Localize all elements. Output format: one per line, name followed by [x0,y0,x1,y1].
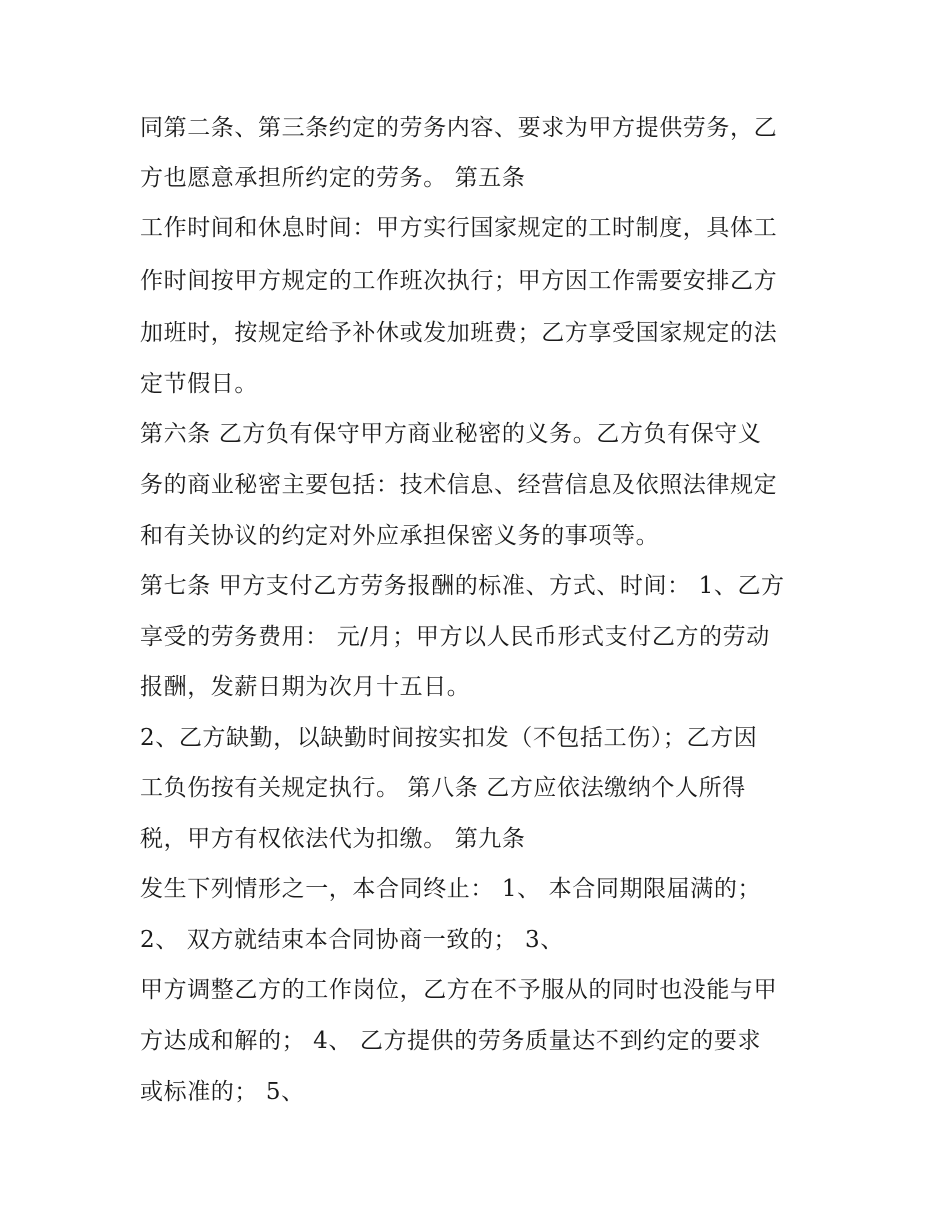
text-line: 工负伤按有关规定执行。 第八条 乙方应依法缴纳个人所得 [140,775,746,801]
text-line: 2、乙方缺勤，以缺勤时间按实扣发（不包括工伤）；乙方因 [140,725,758,751]
text-line: 加班时，按规定给予补休或发加班费；乙方享受国家规定的法 [140,320,778,346]
text-line: 第七条 甲方支付乙方劳务报酬的标准、方式、时间： 1、乙方 [140,573,785,599]
text-line: 报酬，发薪日期为次月十五日。 [140,674,471,700]
text-line: 甲方调整乙方的工作岗位，乙方在不予服从的同时也没能与甲 [140,977,778,1003]
text-line: 或标准的； 5、 [140,1079,305,1105]
text-line: 享受的劳务费用： 元/月；甲方以人民币形式支付乙方的劳动 [140,624,770,650]
text-line: 工作时间和休息时间：甲方实行国家规定的工时制度，具体工 [140,215,778,241]
text-line: 方达成和解的； 4、 乙方提供的劳务质量达不到约定的要求 [140,1028,762,1054]
text-line: 方也愿意承担所约定的劳务。 第五条 [140,165,526,191]
text-line: 2、 双方就结束本合同协商一致的； 3、 [140,927,564,953]
text-line: 第六条 乙方负有保守甲方商业秘密的义务。乙方负有保守义 [140,421,762,447]
text-line: 发生下列情形之一，本合同终止： 1、 本合同期限届满的； [140,876,762,902]
text-line: 务的商业秘密主要包括：技术信息、经营信息及依照法律规定 [140,472,778,498]
text-line: 税，甲方有权依法代为扣缴。 第九条 [140,826,526,852]
text-line: 和有关协议的约定对外应承担保密义务的事项等。 [140,523,660,549]
text-line: 作时间按甲方规定的工作班次执行；甲方因工作需要安排乙方 [140,268,778,294]
text-line: 定节假日。 [140,371,258,397]
text-line: 同第二条、第三条约定的劳务内容、要求为甲方提供劳务，乙 [140,115,778,141]
